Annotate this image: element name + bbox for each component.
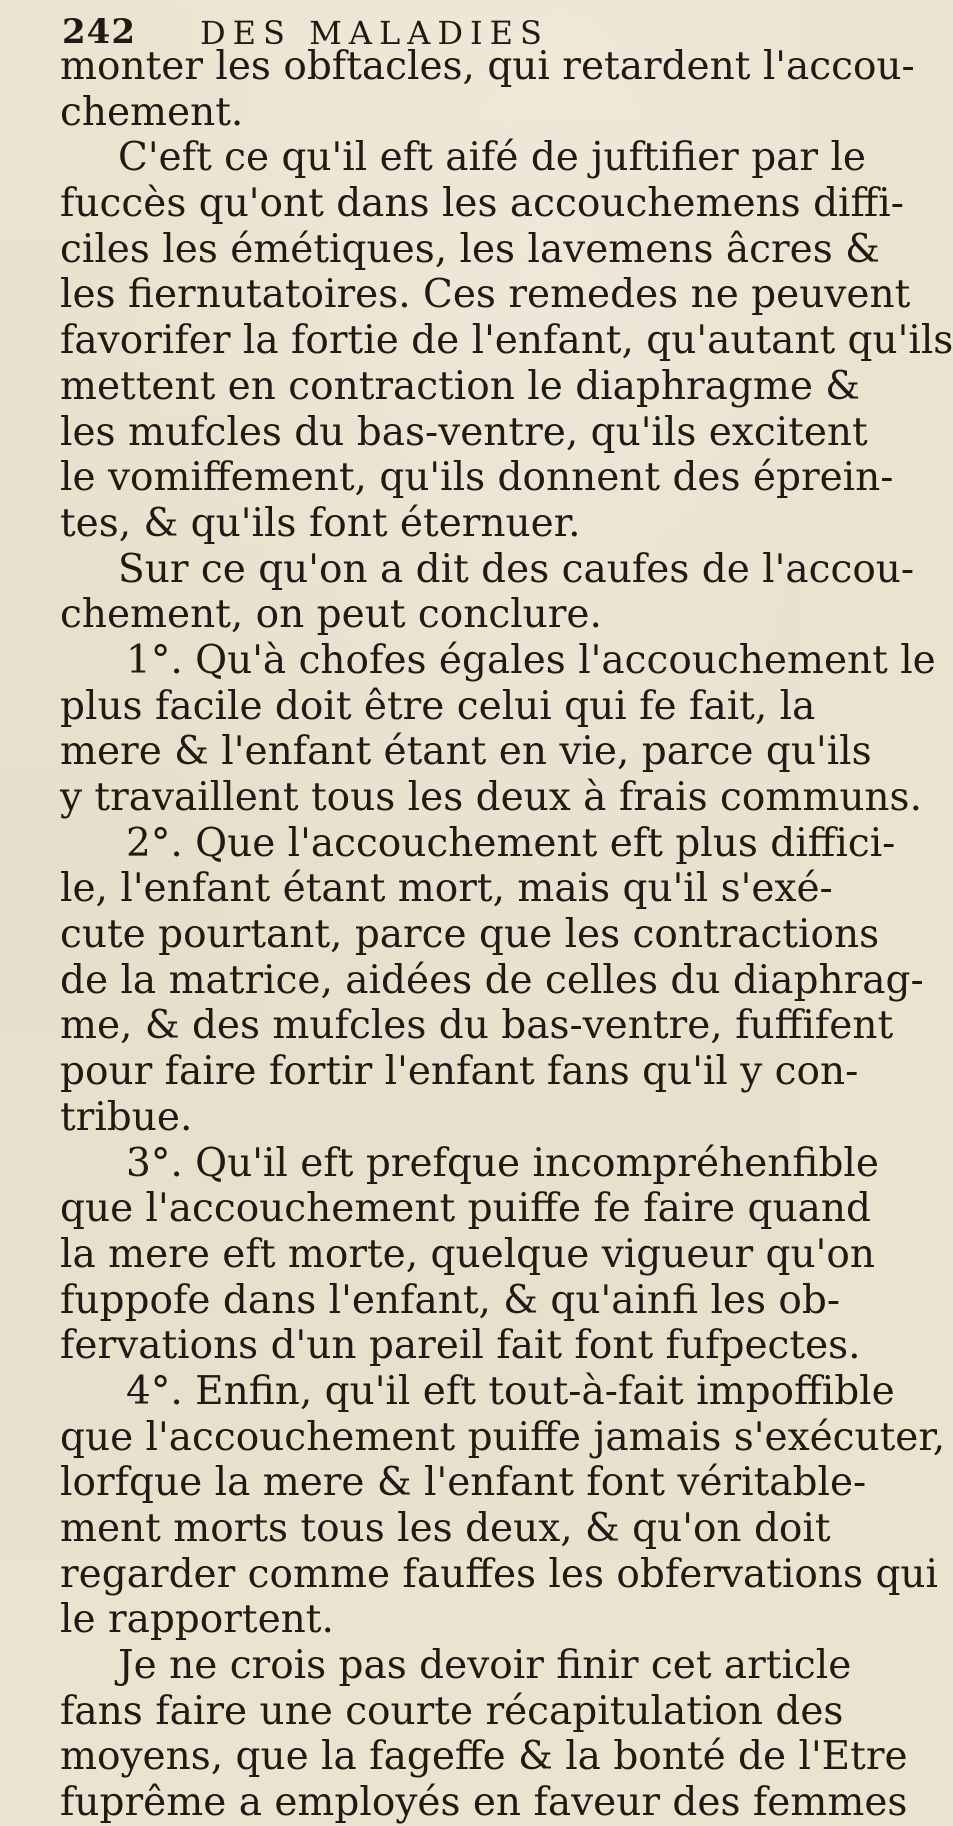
text-line: 4°. Enfin, qu'il eft tout-à-fait impoffible xyxy=(126,1368,895,1414)
body-text xyxy=(60,44,953,1826)
text-line: 3°. Qu'il eft prefque incompréhenfible xyxy=(126,1140,879,1186)
text-line: cute pourtant, parce que les contractions xyxy=(60,912,880,958)
text-line: les mufcles du bas-ventre, qu'ils excitent xyxy=(60,409,868,455)
text-line: regarder comme fauffes les obfervations qui xyxy=(60,1551,938,1597)
text-line: tes, & qu'ils font éternuer. xyxy=(60,500,581,546)
text-line: favorifer la fortie de l'enfant, qu'autant qu'ils xyxy=(60,318,953,364)
text-line: plus facile doit être celui qui fe fait, la xyxy=(60,683,816,729)
text-line: chement, on peut conclure. xyxy=(60,592,602,638)
text-line: 2°. Que l'accouchement eft plus diffici- xyxy=(126,820,896,866)
text-line: 1°. Qu'à chofes égales l'accouchement le xyxy=(126,637,936,683)
text-line: fervations d'un pareil fait font fufpectes. xyxy=(60,1323,861,1369)
text-line: mettent en contraction le diaphragme & xyxy=(60,363,861,409)
text-line: Sur ce qu'on a dit des caufes de l'accou- xyxy=(118,546,915,592)
text-line: monter les obftacles, qui retardent l'accou- xyxy=(60,44,915,89)
text-line: les fiernutatoires. Ces remedes ne peuvent xyxy=(60,272,911,318)
text-line: mere & l'enfant étant en vie, parce qu'ils xyxy=(60,729,872,775)
text-line: pour faire fortir l'enfant fans qu'il y con- xyxy=(60,1049,859,1095)
text-line: le vomiffement, qu'ils donnent des éprein- xyxy=(60,455,894,501)
text-line: y travaillent tous les deux à frais communs. xyxy=(60,775,922,820)
text-line: fuccès qu'ont dans les accouchemens diffi- xyxy=(60,181,904,227)
text-line: ciles les émétiques, les lavemens âcres & xyxy=(60,226,880,272)
text-line: le, l'enfant étant mort, mais qu'il s'exé- xyxy=(60,866,833,912)
text-line: chement. xyxy=(60,89,244,135)
running-head: DES MALADIES xyxy=(200,14,549,52)
text-line: fans faire une courte récapitulation des xyxy=(60,1688,844,1734)
text-line: me, & des mufcles du bas-ventre, fuffifent xyxy=(60,1003,894,1049)
text-line: la mere eft morte, quelque vigueur qu'on xyxy=(60,1231,875,1277)
text-line: lorfque la mere & l'enfant font véritable- xyxy=(60,1460,867,1506)
text-line: fuppofe dans l'enfant, & qu'ainfi les ob- xyxy=(60,1277,841,1323)
text-line: le rapportent. xyxy=(60,1597,334,1643)
text-line: que l'accouchement puiffe fe faire quand xyxy=(60,1186,871,1232)
page-number: 242 xyxy=(62,12,136,52)
text-line: ment morts tous les deux, & qu'on doit xyxy=(60,1506,831,1551)
text-line: que l'accouchement puiffe jamais s'exécuter, xyxy=(60,1414,946,1460)
text-line: fuprême a employés en faveur des femmes xyxy=(60,1780,908,1826)
text-line: de la matrice, aidées de celles du diaphrag- xyxy=(60,957,924,1003)
text-line: Je ne crois pas devoir finir cet article xyxy=(118,1643,852,1689)
text-line: tribue. xyxy=(60,1094,193,1140)
text-line: C'eft ce qu'il eft aifé de juftifier par le xyxy=(118,135,867,181)
text-line: moyens, que la fageffe & la bonté de l'Etre xyxy=(60,1734,908,1780)
